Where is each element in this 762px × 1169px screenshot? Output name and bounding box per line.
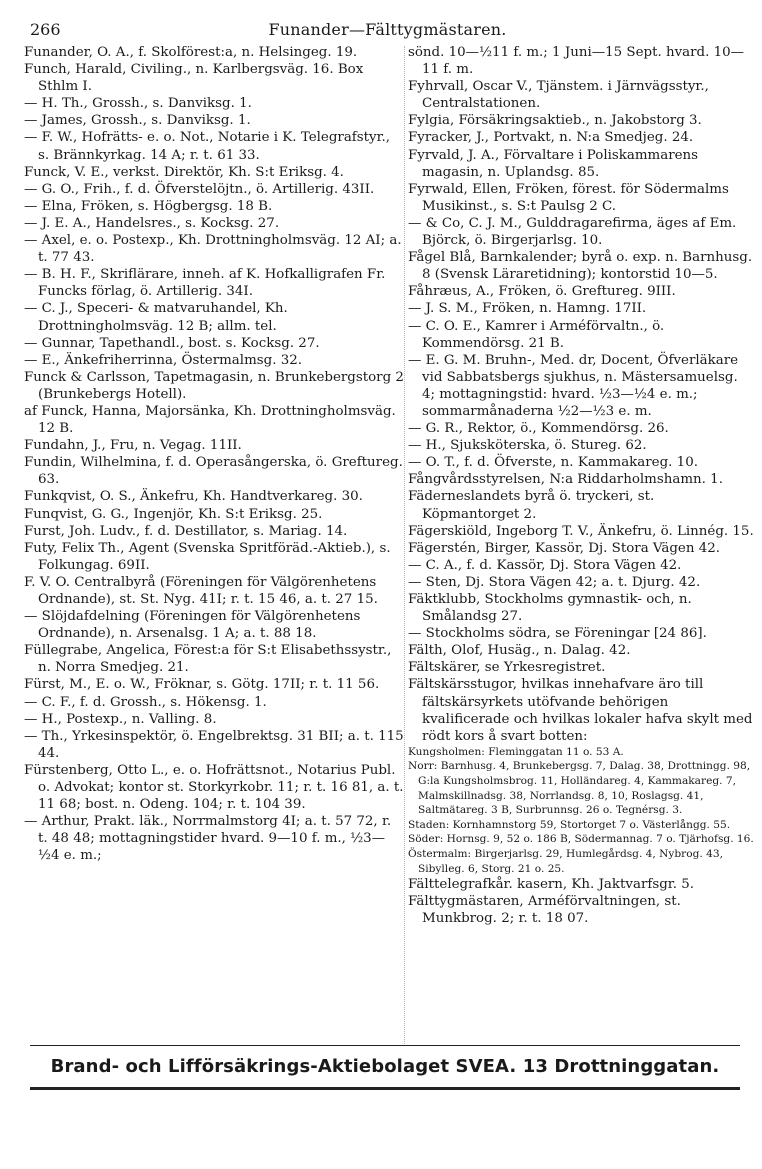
directory-entry: Fäderneslandets byrå ö. tryckeri, st. Köpmantorget 2. [408, 489, 655, 522]
directory-entry: Fältskärsstugor, hvilkas innehafvare äro till fältskärsyrkets utöfvande behörigen kvalificerade och hvilkas lokaler hafva skylt med rödt kors å svart botten: [408, 677, 753, 744]
directory-entry: — Axel, e. o. Postexp., Kh. Drottningholmsväg. 12 AI; a. t. 77 43. [24, 233, 402, 266]
directory-entry: — J. E. A., Handelsres., s. Kocksg. 27. [24, 215, 280, 231]
directory-entry: Funkqvist, O. S., Änkefru, Kh. Handtverkareg. 30. [24, 489, 363, 505]
column-divider [404, 46, 405, 1046]
directory-entry: — C. J., Speceri- & matvaruhandel, Kh. Drottningholmsväg. 12 B; allm. tel. [24, 301, 288, 334]
directory-entry: Fundin, Wilhelmina, f. d. Operasångerska, ö. Greftureg. 63. [24, 455, 403, 488]
directory-entry: Funck & Carlsson, Tapetmagasin, n. Brunkebergstorg 2 (Brunkebergs Hotell). [24, 369, 404, 402]
directory-entry: — Gunnar, Tapethandl., bost. s. Kocksg. 27. [24, 335, 320, 351]
directory-entry: — E., Änkefriherrinna, Östermalmsg. 32. [24, 352, 303, 368]
directory-entry: Fälth, Olof, Husäg., n. Dalag. 42. [408, 643, 631, 659]
directory-entry: Fälttelegrafkår. kasern, Kh. Jaktvarfsgr. 5. [408, 877, 694, 893]
directory-entry: Fältskärer, se Yrkesregistret. [408, 660, 606, 676]
directory-entry: — C. O. E., Kamrer i Arméförvaltn., ö. Kommendörsg. 21 B. [408, 318, 665, 351]
right-column [408, 44, 754, 927]
directory-entry: Fylgia, Försäkringsaktieb., n. Jakobstorg 3. [408, 113, 702, 129]
directory-entry: — F. W., Hofrätts- e. o. Not., Notarie i K. Telegrafstyr., s. Brännkyrkag. 14 A; r. t. 61 33. [24, 130, 391, 163]
directory-entry: Östermalm: Birgerjarlsg. 29, Humlegårdsg. 4, Nybrog. 43, Sibylleg. 6, Storg. 21 o. 25. [408, 848, 723, 875]
directory-entry: — B. H. F., Skriflärare, inneh. af K. Hofkalligrafen Fr. Funcks förlag, ö. Artillerig. 34I. [24, 267, 386, 300]
directory-entry: — James, Grossh., s. Danviksg. 1. [24, 113, 251, 129]
directory-entry: af Funck, Hanna, Majorsänka, Kh. Drottningholmsväg. 12 B. [24, 403, 396, 437]
directory-entry: Fälttygmästaren, Arméförvaltningen, st. Munkbrog. 2; r. t. 18 07. [408, 894, 681, 927]
page-number: 266 [30, 20, 61, 39]
advertisement-banner: Brand- och Lifförsäkrings-Aktiebolaget SVEA. 13 Drottninggatan. [50, 1056, 720, 1077]
directory-entry: — Elna, Fröken, s. Högbergsg. 18 B. [24, 198, 273, 214]
directory-entry: Fyracker, J., Portvakt, n. N:a Smedjeg. 24. [408, 130, 694, 146]
directory-entry: Fundahn, J., Fru, n. Vegag. 11II. [24, 438, 242, 454]
directory-entry: Fyhrvall, Oscar V., Tjänstem. i Järnvägsstyr., Centralstationen. [408, 79, 709, 112]
directory-entry: — H., Postexp., n. Valling. 8. [24, 711, 217, 727]
running-head: Funander—Fälttygmästaren. [268, 20, 507, 39]
directory-entry: — Arthur, Prakt. läk., Norrmalmstorg 4I; a. t. 57 72, r. t. 48 48; mottagningstider hvard. 9—10 f. m., ½3—½4 e. m.; [24, 814, 392, 864]
directory-entry: — Slöjdafdelning (Föreningen för Välgörenhetens Ordnande), n. Arsenalsg. 1 A; a. t. 88 18. [24, 609, 361, 642]
directory-entry: — Th., Yrkesinspektör, ö. Engelbrektsg. 31 BII; a. t. 115 44. [24, 728, 404, 761]
directory-entry: Fågel Blå, Barnkalender; byrå o. exp. n. Barnhusg. 8 (Svensk Läraretidning); kontorstid 10—5. [408, 250, 753, 283]
directory-entry: — G. R., Rektor, ö., Kommendörsg. 26. [408, 421, 669, 437]
directory-entry: — Sten, Dj. Stora Vägen 42; a. t. Djurg. 42. [408, 574, 701, 590]
directory-entry: Fyrvald, J. A., Förvaltare i Poliskammarens magasin, n. Uplandsg. 85. [408, 147, 699, 180]
directory-entry: Kungsholmen: Fleminggatan 11 o. 53 A. [408, 745, 624, 758]
page-header [30, 20, 745, 42]
left-column [24, 44, 404, 865]
directory-entry: Futy, Felix Th., Agent (Svenska Spritföräd.-Aktieb.), s. Folkungag. 69II. [24, 540, 391, 573]
directory-entry: Norr: Barnhusg. 4, Brunkebergsg. 7, Dalag. 38, Drottningg. 98, G:la Kungsholmsbrog. 11, Holländareg. 4, Kammakareg. 7, Malmskillnadsg. 38, Norrlandsg. 8, 10, Roslagsg. 41, Saltmätareg. 3 B, Surbrunnsg. 26 o. Tegnérsg. 3. [408, 760, 751, 817]
directory-entry: — C. A., f. d. Kassör, Dj. Stora Vägen 42. [408, 557, 682, 573]
directory-entry: Staden: Kornhamnstorg 59, Stortorget 7 o. Västerlångg. 55. [408, 818, 731, 831]
top-rule [30, 1045, 740, 1046]
directory-entry: Fångvårdsstyrelsen, N:a Riddarholmshamn. 1. [408, 472, 723, 488]
directory-entry: Funck, V. E., verkst. Direktör, Kh. S:t Eriksg. 4. [24, 164, 344, 180]
directory-entry: — J. S. M., Fröken, n. Hamng. 17II. [408, 301, 647, 317]
directory-entry: — H. Th., Grossh., s. Danviksg. 1. [24, 96, 252, 112]
bottom-rule [30, 1087, 740, 1090]
directory-entry: — & Co, C. J. M., Gulddragarefirma, äges af Em. Björck, ö. Birgerjarlsg. 10. [408, 215, 737, 249]
directory-entry: Funch, Harald, Civiling., n. Karlbergsväg. 16. Box Sthlm I. [24, 62, 364, 95]
directory-entry: Fürstenberg, Otto L., e. o. Hofrättsnot., Notarius Publ. o. Advokat; kontor st. Storkyrkobr. 11; r. t. 16 81, a. t. 11 68; bost. n. Odeng. 104; r. t. 104 39. [24, 762, 404, 813]
directory-entry: Fåhræus, A., Fröken, ö. Greftureg. 9III. [408, 284, 676, 300]
directory-entry: Fyrwald, Ellen, Fröken, förest. för Södermalms Musikinst., s. S:t Paulsg 2 C. [408, 181, 729, 214]
directory-entry: — C. F., f. d. Grossh., s. Hökensg. 1. [24, 694, 267, 710]
directory-entry: Fägerstén, Birger, Kassör, Dj. Stora Vägen 42. [408, 540, 721, 556]
directory-entry: — E. G. M. Bruhn-, Med. dr, Docent, Öfverläkare vid Sabbatsbergs sjukhus, n. Mästersamuelsg. 4; mottagningstid: hvard. ½3—½4 e. m.; sommarmånaderna ½2—½3 e. m. [408, 352, 739, 419]
directory-entry: — G. O., Frih., f. d. Öfverstelöjtn., ö. Artillerig. 43II. [24, 181, 375, 197]
directory-entry: Fürst, M., E. o. W., Fröknar, s. Götg. 17II; r. t. 11 56. [24, 677, 380, 693]
directory-entry: Funander, O. A., f. Skolförest:a, n. Helsingeg. 19. [24, 45, 358, 60]
directory-entry: Funqvist, G. G., Ingenjör, Kh. S:t Eriksg. 25. [24, 506, 323, 522]
directory-entry: Füllegrabe, Angelica, Förest:a för S:t Elisabethssystr., n. Norra Smedjeg. 21. [24, 643, 392, 676]
directory-entry: — H., Sjuksköterska, ö. Stureg. 62. [408, 438, 647, 454]
directory-entry: — O. T., f. d. Öfverste, n. Kammakareg. 10. [408, 455, 698, 471]
directory-entry: Furst, Joh. Ludv., f. d. Destillator, s. Mariag. 14. [24, 523, 348, 539]
directory-entry: Fägerskiöld, Ingeborg T. V., Änkefru, ö. Linnég. 15. [408, 523, 754, 539]
directory-entry: Fäktklubb, Stockholms gymnastik- och, n. Smålandsg 27. [408, 592, 692, 625]
directory-entry: Söder: Hornsg. 9, 52 o. 186 B, Södermannag. 7 o. Tjärhofsg. 16. [408, 833, 754, 846]
directory-entry: sönd. 10—½11 f. m.; 1 Juni—15 Sept. hvard. 10—11 f. m. [408, 45, 745, 78]
directory-entry: F. V. O. Centralbyrå (Föreningen för Välgörenhetens Ordnande), st. St. Nyg. 41I; r. t. 15 46, a. t. 27 15. [24, 574, 378, 607]
directory-entry: — Stockholms södra, se Föreningar [24 86]. [408, 626, 707, 642]
